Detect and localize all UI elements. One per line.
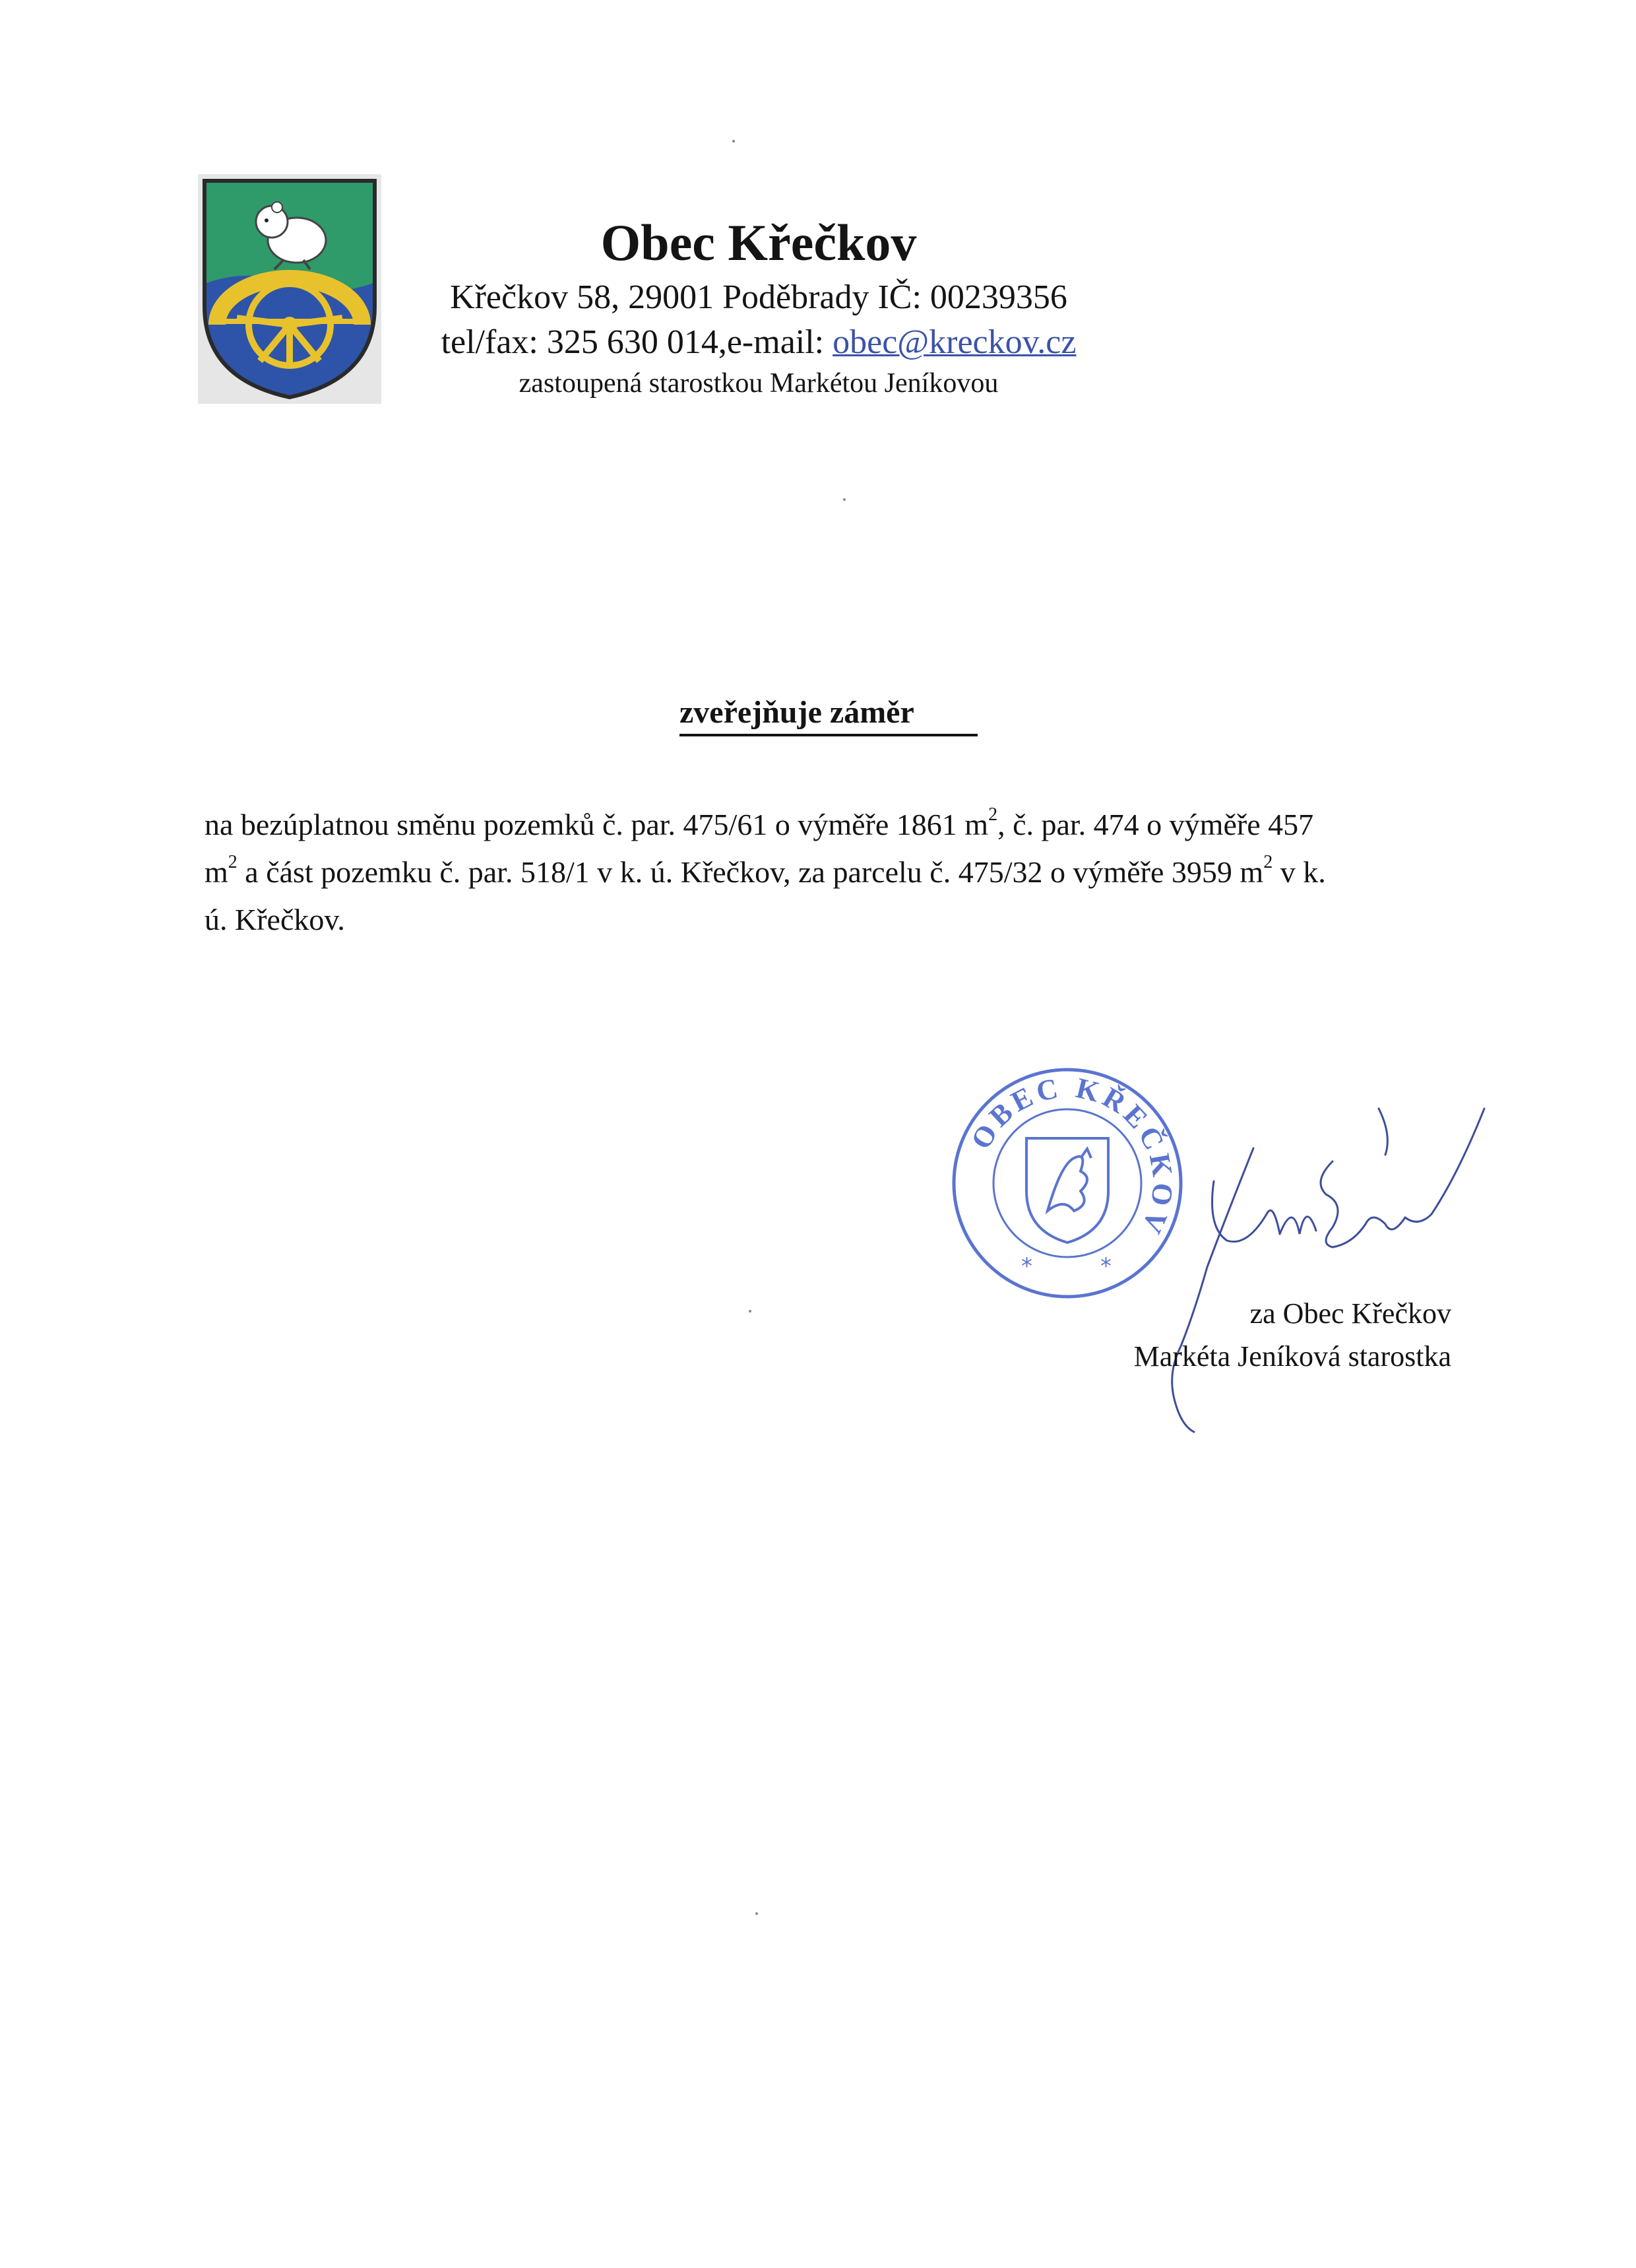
email-link[interactable]: obec@kreckov.cz (833, 323, 1077, 361)
page-title: Obec Křečkov (600, 214, 917, 271)
line2-part-a: m (204, 855, 228, 889)
contact-line (396, 322, 1121, 363)
line2-part-b: a část pozemku č. par. 518/1 v k. ú. Křečkov, za parcelu č. 475/32 o výměře 3959 m (237, 855, 1264, 889)
representative-line: zastoupená starostkou Markétou Jeníkovou (519, 368, 999, 399)
signature-name-title: Markéta Jeníková starostka (1133, 1340, 1451, 1373)
contact-prefix: tel/fax: 325 630 014,e-mail: (441, 323, 833, 361)
handwritten-signature-icon (1115, 1082, 1511, 1439)
notice-text-line-1 (204, 806, 1313, 843)
line2-superscript-2: 2 (1263, 852, 1273, 872)
svg-text:*: * (1021, 1253, 1032, 1280)
line1-superscript: 2 (988, 804, 998, 825)
scan-speck (755, 1912, 758, 1915)
line1-part-b: , č. par. 474 o výměře 457 (997, 808, 1314, 841)
notice-text-line-2 (204, 854, 1326, 890)
line1-part-a: na bezúplatnou směnu pozemků č. par. 475/61 o výměře 1861 m (204, 808, 989, 841)
notice-text-line-3: ú. Křečkov. (204, 903, 345, 936)
heading-underline (679, 734, 978, 736)
scan-speck (732, 140, 735, 143)
line2-superscript: 2 (228, 852, 237, 872)
coat-of-arms-icon (198, 174, 381, 404)
scan-speck (843, 498, 846, 501)
notice-heading: zveřejňuje záměr (679, 695, 914, 730)
signature-on-behalf: za Obec Křečkov (1249, 1297, 1451, 1330)
svg-text:*: * (1100, 1253, 1112, 1280)
address-line: Křečkov 58, 29001 Poděbrady IČ: 00239356 (450, 278, 1067, 316)
scan-speck (749, 1310, 751, 1312)
line2-part-c: v k. (1273, 855, 1326, 889)
svg-text:OBEC KŘEČKOV: OBEC KŘEČKOV (964, 1071, 1180, 1242)
